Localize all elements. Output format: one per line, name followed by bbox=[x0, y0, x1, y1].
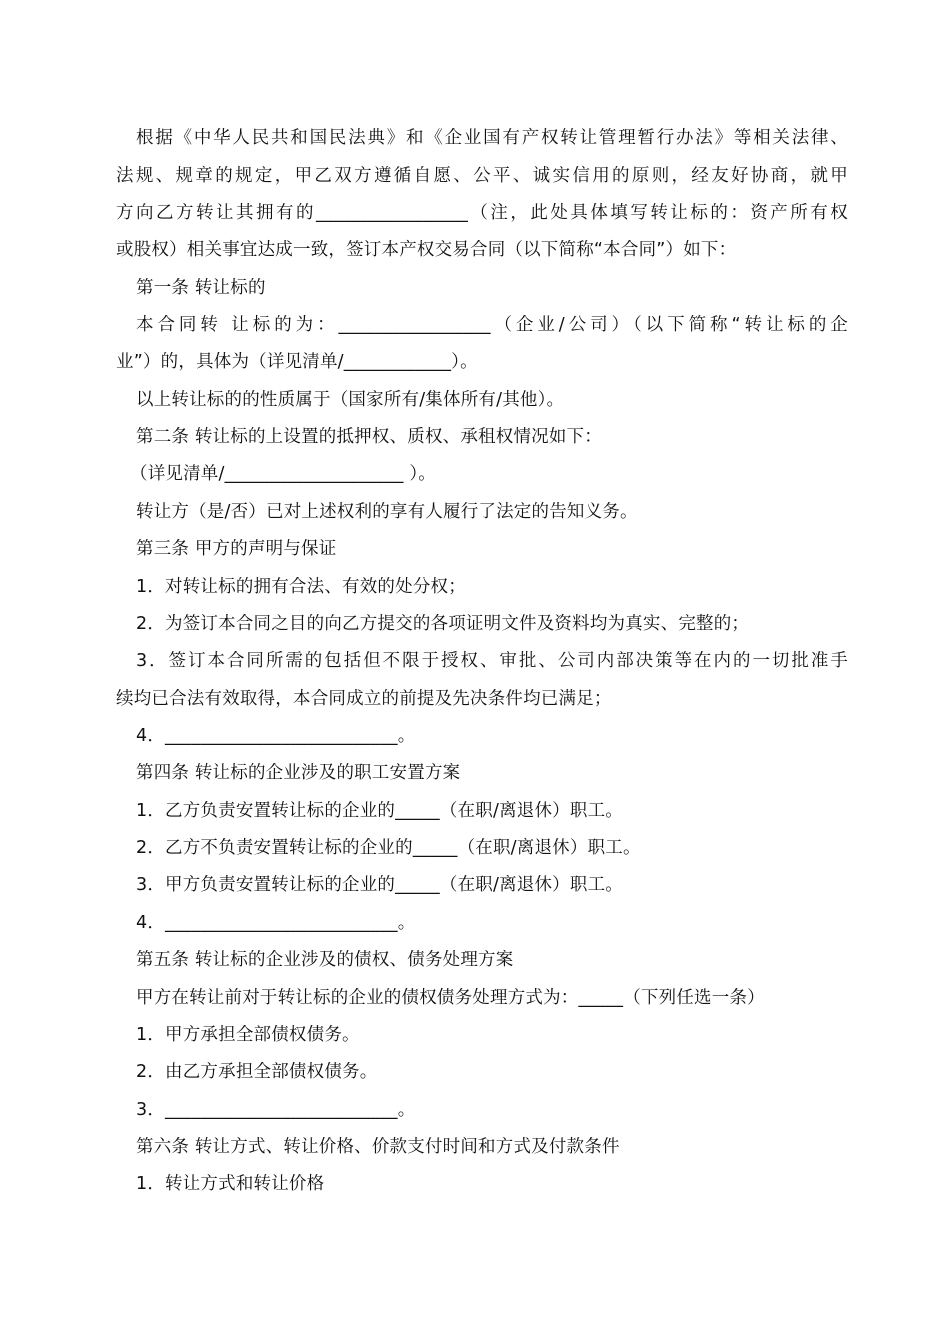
article-5-heading: 第五条 转让标的企业涉及的债权、债务处理方案 bbox=[136, 950, 514, 970]
article-3-item-4: 4．__________________________。 bbox=[136, 726, 416, 746]
article-5-item-1: 1．甲方承担全部债权债务。 bbox=[136, 1025, 360, 1045]
article-4-item-2: 2．乙方不负责安置转让标的企业的_____（在职/离退休）职工。 bbox=[136, 838, 641, 858]
article-1-heading: 第一条 转让标的 bbox=[136, 278, 266, 298]
article-1-line-2: 业”）的，具体为（详见清单/____________）。 bbox=[116, 352, 478, 372]
paragraph-line-4: 或股权）相关事宜达成一致，签订本产权交易合同（以下简称“本合同”）如下： bbox=[116, 240, 737, 260]
article-4-item-1: 1．乙方负责安置转让标的企业的_____（在职/离退休）职工。 bbox=[136, 801, 623, 821]
article-3-item-3-line-2: 续均已合法有效取得，本合同成立的前提及先决条件均已满足； bbox=[116, 689, 612, 709]
article-3-heading: 第三条 甲方的声明与保证 bbox=[136, 539, 337, 559]
article-4-heading: 第四条 转让标的企业涉及的职工安置方案 bbox=[136, 763, 461, 783]
article-5-item-2: 2．由乙方承担全部债权债务。 bbox=[136, 1062, 378, 1082]
paragraph-line-2: 法规、规章的规定，甲乙双方遵循自愿、公平、诚实信用的原则，经友好协商，就甲 bbox=[116, 166, 848, 186]
article-5-line-1: 甲方在转让前对于转让标的企业的债权债务处理方式为：_____（下列任选一条） bbox=[136, 988, 765, 1008]
article-2-line-2: 转让方（是/否）已对上述权利的享有人履行了法定的告知义务。 bbox=[136, 502, 638, 522]
paragraph-line-1: 根据《中华人民共和国民法典》和《企业国有产权转让管理暂行办法》等相关法律、 bbox=[136, 128, 848, 148]
article-3-item-2: 2．为签订本合同之目的向乙方提交的各项证明文件及资料均为真实、完整的； bbox=[136, 614, 750, 634]
article-6-heading: 第六条 转让方式、转让价格、价款支付时间和方式及付款条件 bbox=[136, 1137, 620, 1157]
article-1-line-1: 本合同转 让标的为：_________________（企业/公司）（以下简称“转让标的企 bbox=[136, 315, 848, 335]
article-2-heading: 第二条 转让标的上设置的抵押权、质权、承租权情况如下： bbox=[136, 427, 602, 447]
article-4-item-4: 4．__________________________。 bbox=[136, 913, 416, 933]
article-2-line-1: （详见清单/____________________ ）。 bbox=[130, 464, 437, 484]
paragraph-line-3: 方向乙方转让其拥有的_________________（注，此处具体填写转让标的：资产所有权 bbox=[116, 203, 848, 223]
article-1-line-3: 以上转让标的的性质属于（国家所有/集体所有/其他）。 bbox=[136, 390, 565, 410]
article-5-item-3: 3．__________________________。 bbox=[136, 1100, 416, 1120]
article-3-item-3-line-1: 3．签订本合同所需的包括但不限于授权、审批、公司内部决策等在内的一切批准手 bbox=[136, 651, 848, 671]
article-6-item-1: 1．转让方式和转让价格 bbox=[136, 1174, 325, 1194]
article-4-item-3: 3．甲方负责安置转让标的企业的_____（在职/离退休）职工。 bbox=[136, 875, 623, 895]
article-3-item-1: 1．对转让标的拥有合法、有效的处分权； bbox=[136, 577, 466, 597]
